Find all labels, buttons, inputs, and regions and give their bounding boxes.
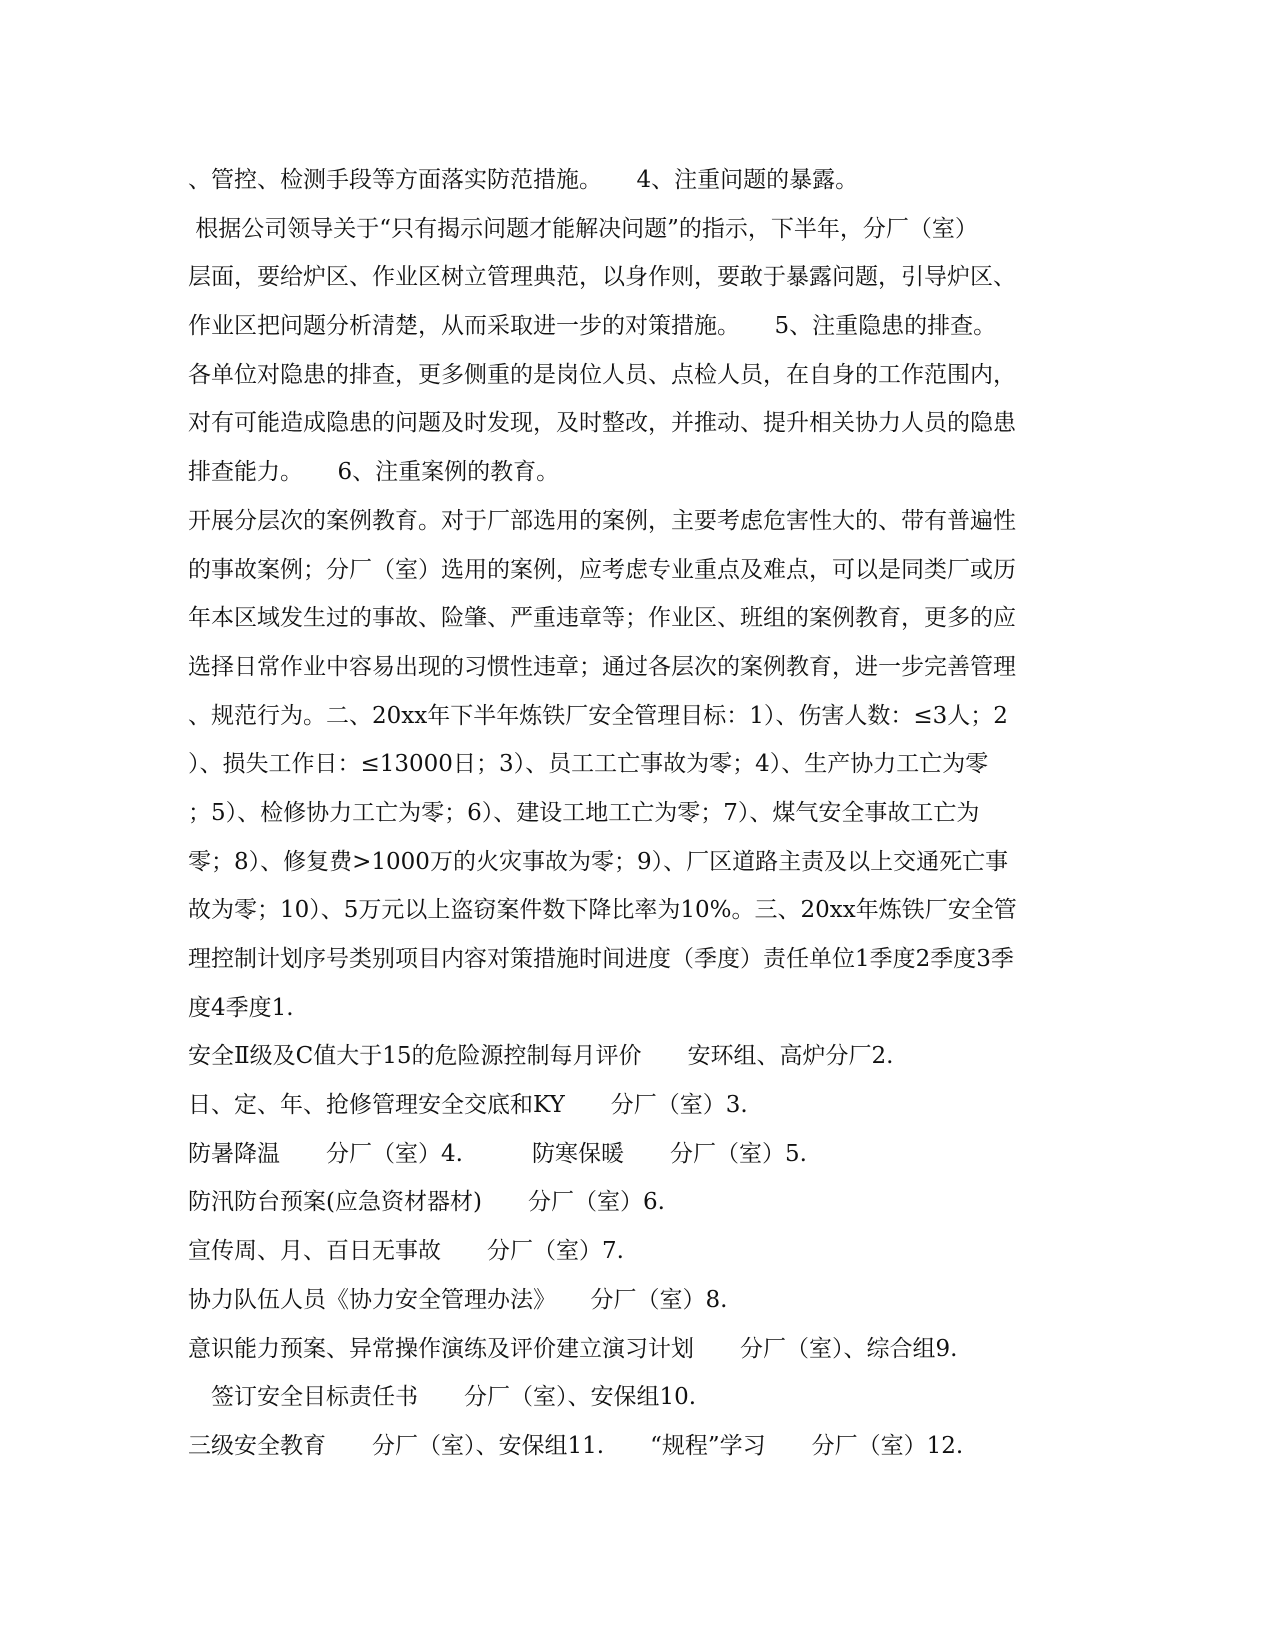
text-line: ）、损失工作日：≤13000日；3）、员工工亡事故为零；4）、生产协力工亡为零	[188, 751, 989, 778]
text-line: 度4季度1.	[188, 994, 294, 1021]
text-line: 防暑降温 分厂（室）4. 防寒保暖 分厂（室）5.	[188, 1140, 807, 1167]
text-line: 各单位对隐患的排查，更多侧重的是岗位人员、点检人员，在自身的工作范围内，	[188, 361, 1016, 388]
text-line: 宣传周、月、百日无事故 分厂（室）7.	[188, 1238, 624, 1265]
text-line: 选择日常作业中容易出现的习惯性违章；通过各层次的案例教育，进一步完善管理	[188, 653, 1016, 680]
text-line: 签订安全目标责任书 分厂（室）、安保组10.	[188, 1384, 697, 1411]
text-line: 年本区域发生过的事故、险肇、严重违章等；作业区、班组的案例教育，更多的应	[188, 605, 1016, 632]
text-line: 层面，要给炉区、作业区树立管理典范，以身作则，要敢于暴露问题，引导炉区、	[188, 264, 1016, 291]
document-body	[188, 156, 1088, 1471]
text-line: 意识能力预案、异常操作演练及评价建立演习计划 分厂（室）、综合组9.	[188, 1335, 958, 1362]
text-line: ；5）、检修协力工亡为零；6）、建设工地工亡为零；7）、煤气安全事故工亡为	[188, 799, 980, 826]
text-line: 日、定、年、抢修管理安全交底和KY 分厂（室）3.	[188, 1092, 748, 1119]
text-line: 防汛防台预案(应急资材器材) 分厂（室）6.	[188, 1189, 665, 1216]
text-line: 安全Ⅱ级及C值大于15的危险源控制每月评价 安环组、高炉分厂2.	[188, 1043, 894, 1070]
text-line: 故为零；10）、5万元以上盗窃案件数下降比率为10%。三、20xx年炼铁厂安全管	[188, 897, 1017, 924]
text-line: 的事故案例；分厂（室）选用的案例，应考虑专业重点及难点，可以是同类厂或历	[188, 556, 1016, 583]
text-line: 三级安全教育 分厂（室）、安保组11. “规程”学习 分厂（室）12.	[188, 1432, 964, 1459]
text-line: 、规范行为。二、20xx年下半年炼铁厂安全管理目标：1）、伤害人数：≤3人；2	[188, 702, 1008, 729]
text-line: 零；8）、修复费>1000万的火灾事故为零；9）、厂区道路主责及以上交通死亡事	[188, 848, 1009, 875]
text-line: 作业区把问题分析清楚，从而采取进一步的对策措施。 5、注重隐患的排查。	[188, 313, 997, 340]
text-line: 协力队伍人员《协力安全管理办法》 分厂（室）8.	[188, 1286, 728, 1313]
text-line: 对有可能造成隐患的问题及时发现，及时整改，并推动、提升相关协力人员的隐患	[188, 410, 1016, 437]
text-line: 、管控、检测手段等方面落实防范措施。 4、注重问题的暴露。	[188, 167, 859, 193]
text-line: 理控制计划序号类别项目内容对策措施时间进度（季度）责任单位1季度2季度3季	[188, 946, 1014, 972]
text-line: 排查能力。 6、注重案例的教育。	[188, 459, 560, 486]
text-line: 开展分层次的案例教育。对于厂部选用的案例，主要考虑危害性大的、带有普遍性	[188, 507, 1016, 534]
text-line: 根据公司领导关于“只有揭示问题才能解决问题”的指示，下半年，分厂（室）	[188, 215, 978, 242]
